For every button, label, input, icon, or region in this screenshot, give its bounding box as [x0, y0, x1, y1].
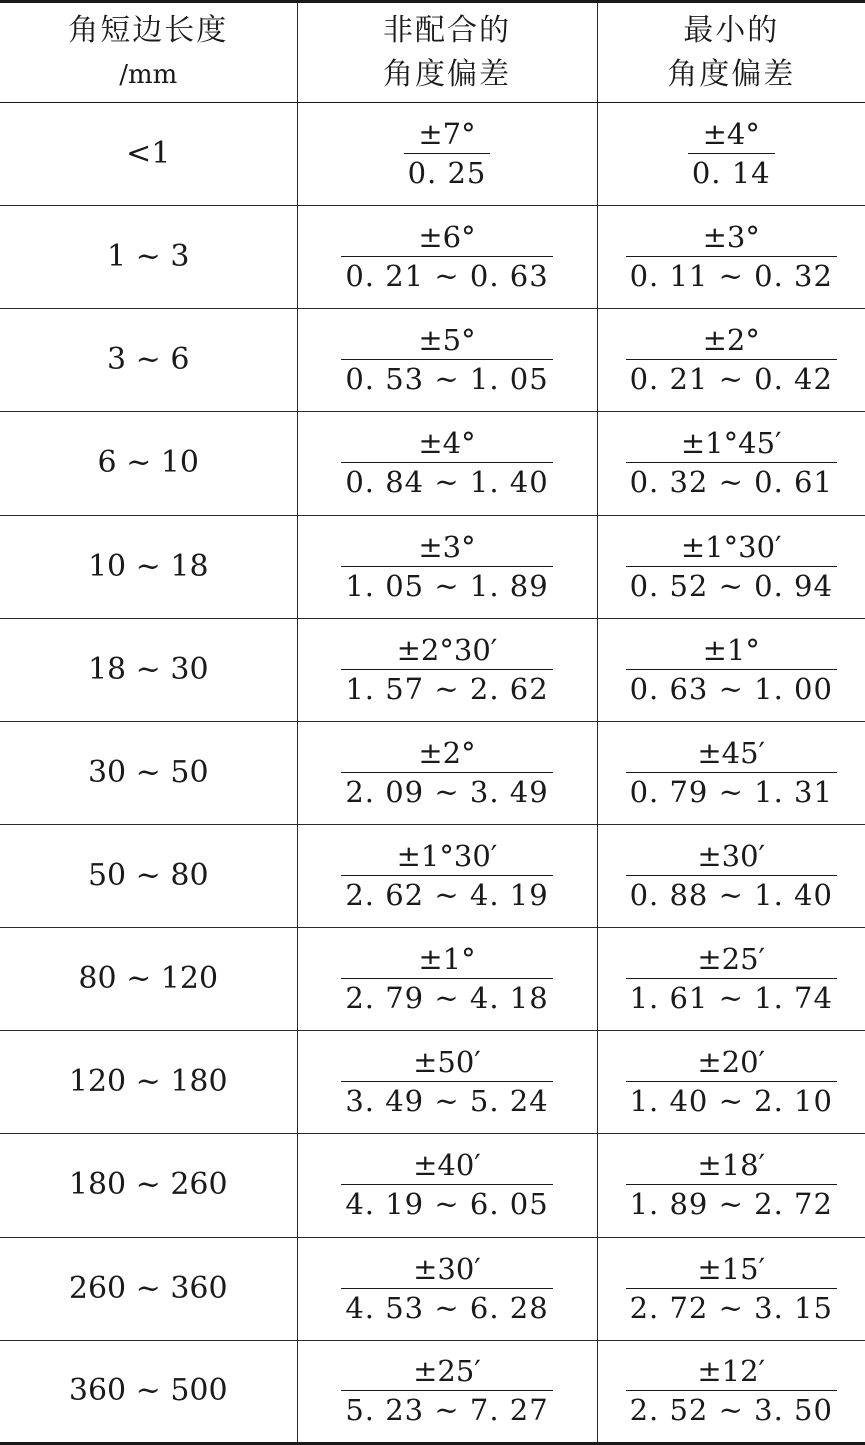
range-value: 120 ~ 180 [68, 1064, 228, 1100]
nonfit-fraction [404, 116, 491, 192]
table-row [0, 1237, 865, 1340]
header-nonfit-deviation-line1: 非配合的 [383, 12, 511, 48]
min-angle: ±12′ [626, 1353, 837, 1391]
nonfit-angle: ±40′ [341, 1147, 552, 1185]
min-angle: ±1°30′ [626, 529, 837, 567]
cell-range [0, 412, 297, 515]
nonfit-angle: ±4° [341, 425, 552, 463]
nonfit-value: 2. 79 ~ 4. 18 [345, 981, 549, 1016]
cell-min [597, 618, 865, 721]
header-min-deviation-line1: 最小的 [683, 12, 780, 48]
nonfit-fraction [341, 632, 552, 708]
cell-nonfit [297, 515, 597, 618]
nonfit-fraction [341, 941, 552, 1017]
min-fraction [626, 322, 837, 398]
cell-nonfit [297, 1237, 597, 1340]
min-fraction [626, 529, 837, 605]
cell-range [0, 309, 297, 412]
nonfit-value: 5. 23 ~ 7. 27 [345, 1393, 549, 1428]
cell-nonfit [297, 1031, 597, 1134]
cell-nonfit [297, 309, 597, 412]
min-fraction [626, 219, 837, 295]
cell-nonfit [297, 618, 597, 721]
nonfit-value: 1. 57 ~ 2. 62 [345, 671, 549, 706]
min-value: 0. 63 ~ 1. 00 [629, 671, 833, 706]
header-min-deviation-line2: 角度偏差 [667, 56, 796, 92]
min-value: 0. 11 ~ 0. 32 [629, 259, 833, 294]
table-row [0, 206, 865, 309]
cell-nonfit [297, 928, 597, 1031]
min-angle: ±45′ [626, 735, 837, 773]
nonfit-fraction [341, 1044, 552, 1120]
min-fraction [626, 1251, 837, 1327]
table-row [0, 1134, 865, 1237]
min-angle: ±15′ [626, 1251, 837, 1289]
nonfit-fraction [341, 735, 552, 811]
nonfit-fraction [341, 529, 552, 605]
range-value: 260 ~ 360 [68, 1270, 228, 1306]
nonfit-fraction [341, 322, 552, 398]
nonfit-value: 4. 19 ~ 6. 05 [345, 1187, 549, 1222]
min-value: 0. 79 ~ 1. 31 [629, 774, 833, 809]
table-header [0, 2, 865, 103]
min-value: 2. 72 ~ 3. 15 [629, 1290, 833, 1325]
range-value: 360 ~ 500 [68, 1373, 228, 1409]
nonfit-value: 3. 49 ~ 5. 24 [345, 1084, 549, 1119]
nonfit-value: 4. 53 ~ 6. 28 [345, 1290, 549, 1325]
table-row [0, 824, 865, 927]
min-angle: ±25′ [626, 941, 837, 979]
cell-range [0, 618, 297, 721]
range-value: 10 ~ 18 [87, 548, 209, 584]
cell-range [0, 103, 297, 206]
range-value: 80 ~ 120 [78, 961, 219, 997]
min-fraction [626, 1147, 837, 1223]
nonfit-fraction [341, 1147, 552, 1223]
min-value: 2. 52 ~ 3. 50 [629, 1393, 833, 1428]
cell-range [0, 721, 297, 824]
cell-range [0, 928, 297, 1031]
min-value: 1. 61 ~ 1. 74 [629, 981, 833, 1016]
cell-min [597, 1340, 865, 1443]
range-value: 6 ~ 10 [97, 445, 199, 481]
table-row [0, 928, 865, 1031]
cell-range [0, 1031, 297, 1134]
cell-min [597, 206, 865, 309]
min-value: 0. 52 ~ 0. 94 [629, 568, 833, 603]
cell-range [0, 1237, 297, 1340]
nonfit-value: 0. 84 ~ 1. 40 [345, 465, 549, 500]
cell-min [597, 1031, 865, 1134]
table-body [0, 103, 865, 1444]
cell-nonfit [297, 103, 597, 206]
nonfit-angle: ±50′ [341, 1044, 552, 1082]
header-min-deviation [597, 2, 865, 103]
range-value: 180 ~ 260 [68, 1167, 228, 1203]
cell-min [597, 928, 865, 1031]
cell-nonfit [297, 1340, 597, 1443]
header-nonfit-deviation-line2: 角度偏差 [383, 56, 511, 92]
nonfit-value: 2. 62 ~ 4. 19 [345, 878, 549, 913]
cell-min [597, 103, 865, 206]
nonfit-value: 0. 25 [407, 156, 487, 191]
min-fraction [626, 941, 837, 1017]
cell-range [0, 1340, 297, 1443]
min-fraction [626, 425, 837, 501]
min-fraction [626, 735, 837, 811]
cell-min [597, 721, 865, 824]
min-angle: ±30′ [626, 838, 837, 876]
nonfit-fraction [341, 219, 552, 295]
header-short-side-length-unit: /mm [119, 59, 178, 90]
table-row [0, 1031, 865, 1134]
nonfit-value: 0. 21 ~ 0. 63 [345, 259, 549, 294]
table-row [0, 721, 865, 824]
min-angle: ±20′ [626, 1044, 837, 1082]
nonfit-fraction [341, 838, 552, 914]
nonfit-angle: ±6° [341, 219, 552, 257]
nonfit-value: 0. 53 ~ 1. 05 [345, 362, 549, 397]
min-angle: ±3° [626, 219, 837, 257]
table-row [0, 103, 865, 206]
min-value: 0. 14 [691, 156, 771, 191]
min-value: 0. 88 ~ 1. 40 [629, 878, 833, 913]
cell-nonfit [297, 721, 597, 824]
nonfit-angle: ±1°30′ [341, 838, 552, 876]
range-value: <1 [126, 136, 171, 172]
min-angle: ±4° [688, 116, 775, 154]
min-value: 1. 40 ~ 2. 10 [629, 1084, 833, 1119]
nonfit-fraction [341, 425, 552, 501]
range-value: 50 ~ 80 [87, 858, 209, 894]
nonfit-fraction [341, 1251, 552, 1327]
header-row [0, 2, 865, 103]
cell-min [597, 824, 865, 927]
min-fraction [626, 632, 837, 708]
min-fraction [626, 838, 837, 914]
nonfit-angle: ±5° [341, 322, 552, 360]
min-angle: ±1° [626, 632, 837, 670]
min-fraction [626, 1353, 837, 1429]
range-value: 3 ~ 6 [107, 342, 190, 378]
nonfit-fraction [341, 1353, 552, 1429]
table-row [0, 1340, 865, 1443]
cell-min [597, 1134, 865, 1237]
cell-min [597, 515, 865, 618]
min-fraction [626, 1044, 837, 1120]
nonfit-value: 1. 05 ~ 1. 89 [345, 568, 549, 603]
min-value: 1. 89 ~ 2. 72 [629, 1187, 833, 1222]
nonfit-angle: ±30′ [341, 1251, 552, 1289]
header-short-side-length-line1: 角短边长度 [68, 12, 229, 48]
cell-nonfit [297, 206, 597, 309]
nonfit-angle: ±1° [341, 941, 552, 979]
table-row [0, 412, 865, 515]
nonfit-value: 2. 09 ~ 3. 49 [345, 774, 549, 809]
cell-range [0, 1134, 297, 1237]
cell-min [597, 1237, 865, 1340]
cell-range [0, 824, 297, 927]
range-value: 18 ~ 30 [87, 651, 209, 687]
range-value: 1 ~ 3 [107, 239, 190, 275]
header-short-side-length [0, 2, 297, 103]
cell-min [597, 309, 865, 412]
cell-nonfit [297, 1134, 597, 1237]
table-row [0, 515, 865, 618]
range-value: 30 ~ 50 [87, 754, 209, 790]
min-fraction [688, 116, 775, 192]
nonfit-angle: ±2° [341, 735, 552, 773]
min-angle: ±18′ [626, 1147, 837, 1185]
nonfit-angle: ±3° [341, 529, 552, 567]
min-value: 0. 32 ~ 0. 61 [629, 465, 833, 500]
table-row [0, 309, 865, 412]
table-row [0, 618, 865, 721]
min-value: 0. 21 ~ 0. 42 [629, 362, 833, 397]
cell-range [0, 515, 297, 618]
min-angle: ±2° [626, 322, 837, 360]
cell-min [597, 412, 865, 515]
cell-nonfit [297, 412, 597, 515]
header-nonfit-deviation [297, 2, 597, 103]
cell-nonfit [297, 824, 597, 927]
min-angle: ±1°45′ [626, 425, 837, 463]
nonfit-angle: ±2°30′ [341, 632, 552, 670]
nonfit-angle: ±7° [404, 116, 491, 154]
cell-range [0, 206, 297, 309]
nonfit-angle: ±25′ [341, 1353, 552, 1391]
